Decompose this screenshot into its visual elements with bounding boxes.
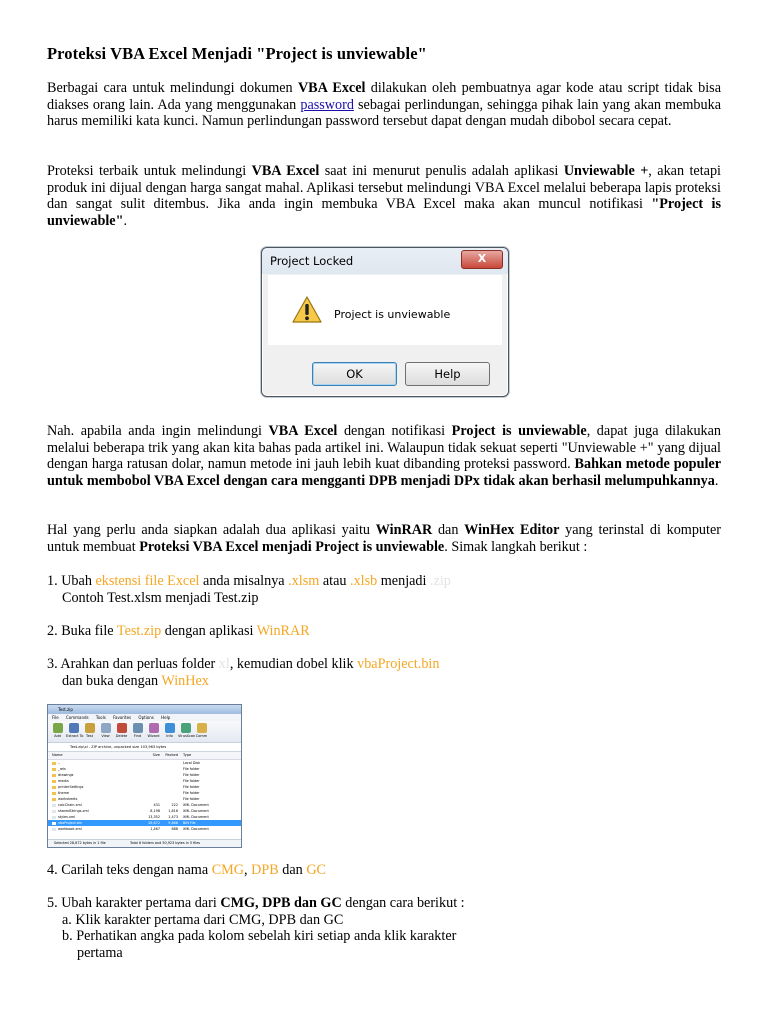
bold-text: "Project is unviewable" — [47, 196, 722, 229]
row-type: XML Document — [183, 815, 209, 819]
xlsb-link[interactable]: .xlsb — [350, 573, 378, 589]
row-size: 431 — [153, 803, 160, 807]
tool-label: VirusScan — [178, 734, 196, 738]
intro-paragraph — [47, 80, 721, 130]
row-packed: 1,473 — [168, 815, 178, 819]
row-name: vbaProject.bin — [58, 821, 83, 825]
row-packed: 9,868 — [168, 821, 178, 825]
close-button[interactable]: X — [461, 250, 503, 269]
test-icon — [85, 723, 95, 733]
file-icon — [52, 828, 56, 831]
text: 5. Ubah karakter pertama dari — [47, 895, 221, 911]
step-1 — [47, 573, 721, 606]
gc-link[interactable]: GC — [306, 862, 327, 878]
row-packed: 688 — [171, 827, 178, 831]
virusscan-icon — [181, 723, 191, 733]
ok-button[interactable]: OK — [312, 362, 397, 386]
text: 2. Buka file — [47, 623, 117, 639]
menu-help[interactable]: Help — [161, 715, 171, 720]
winrar-toolbar — [48, 721, 241, 743]
bold-text: Unviewable + — [563, 163, 649, 179]
step-5 — [47, 895, 721, 961]
row-type: File folder — [183, 797, 200, 801]
text: , — [244, 862, 252, 878]
xl-link[interactable]: xl — [218, 656, 230, 672]
text: dengan cara berikut : — [341, 895, 465, 911]
bold-text: Project is unviewable — [451, 423, 587, 439]
text: dengan aplikasi — [161, 623, 257, 639]
file-icon — [52, 810, 56, 813]
menu-file[interactable]: File — [52, 715, 59, 720]
paragraph-2 — [47, 163, 721, 229]
dpb-link[interactable]: DPB — [251, 862, 279, 878]
row-type: BIN File — [183, 821, 196, 825]
tool-label: Wizard — [147, 734, 160, 738]
winhex-link[interactable]: WinHex — [161, 672, 209, 689]
bold-text: CMG, DPB dan GC — [220, 895, 342, 911]
tool-label: Comm — [195, 734, 208, 738]
tool-delete[interactable] — [114, 721, 129, 742]
text: . — [714, 472, 719, 489]
folder-icon — [52, 786, 56, 789]
status-left: Selected 28,672 bytes in 1 file — [54, 841, 106, 845]
step-5a: a. Klik karakter pertama dari CMG, DPB dan GC — [62, 911, 344, 928]
menu-favorites[interactable]: Favorites — [113, 715, 132, 720]
tool-label: Find — [133, 734, 142, 738]
row-name: media — [58, 779, 69, 783]
row-type: File folder — [183, 785, 200, 789]
col-packed[interactable]: Packed — [165, 753, 178, 757]
menu-tools[interactable]: Tools — [95, 715, 106, 720]
row-name: workbook.xml — [58, 827, 82, 831]
dialog-title: Project Locked — [270, 254, 354, 268]
xlsm-link[interactable]: .xlsm — [288, 573, 320, 589]
row-type: File folder — [183, 779, 200, 783]
tool-label: Delete — [115, 734, 128, 738]
step-3 — [47, 656, 721, 689]
text: dengan notifikasi — [337, 423, 452, 439]
tool-add[interactable] — [50, 721, 65, 742]
cmg-link[interactable]: CMG — [211, 862, 245, 878]
row-size: 8,198 — [150, 809, 160, 813]
delete-icon — [117, 723, 127, 733]
step-1-example: Contoh Test.xlsm menjadi Test.zip — [62, 589, 259, 606]
step-5b: b. Perhatikan angka pada kolom sebelah kiri setiap anda klik karakter — [62, 928, 457, 944]
table-row[interactable] — [48, 826, 241, 832]
row-type: XML Document — [183, 827, 209, 831]
wizard-icon — [149, 723, 159, 733]
text: dan — [432, 522, 465, 538]
text: yang terinstal di komputer untuk membuat — [47, 522, 721, 555]
folder-icon — [52, 798, 56, 801]
folder-icon — [52, 762, 56, 765]
view-icon — [101, 723, 111, 733]
winrar-screenshot — [47, 704, 242, 848]
step-5b-cont: pertama — [77, 944, 123, 961]
tool-virusscan[interactable] — [178, 721, 196, 742]
tool-view[interactable] — [98, 721, 113, 742]
text: 1. Ubah — [47, 573, 96, 589]
tool-wizard[interactable] — [146, 721, 161, 742]
warning-icon — [292, 296, 322, 324]
row-name: worksheets — [58, 797, 78, 801]
text: dan — [278, 862, 307, 878]
page-title: Proteksi VBA Excel Menjadi "Project is unviewable" — [47, 44, 427, 63]
bold-text: VBA Excel — [251, 163, 320, 179]
text: Nah. apabila anda ingin melindungi — [47, 423, 269, 439]
tool-info[interactable] — [162, 721, 177, 742]
step-5-line — [47, 895, 721, 912]
row-type: File folder — [183, 773, 200, 777]
text: . Simak langkah berikut : — [444, 538, 588, 555]
step-2 — [47, 623, 721, 640]
winrar-column-headers — [48, 752, 241, 760]
row-name: calcChain.xml — [58, 803, 82, 807]
tool-test[interactable] — [82, 721, 97, 742]
folder-icon — [52, 774, 56, 777]
text: 4. Carilah teks dengan nama — [47, 862, 212, 878]
tool-comment[interactable] — [194, 721, 209, 742]
step-4 — [47, 862, 721, 879]
winrar-titlebar: Test.zip — [48, 705, 241, 714]
dialog-message: Project is unviewable — [334, 308, 451, 321]
text: anda misalnya — [199, 573, 289, 589]
row-type: File folder — [183, 791, 200, 795]
project-locked-dialog — [261, 247, 509, 397]
comment-icon — [197, 723, 207, 733]
password-link[interactable]: password — [300, 96, 354, 113]
text: dilakukan oleh pembuatnya agar kode atau script tidak bisa diakses orang lain. Ada yang menggunakan — [47, 80, 722, 113]
vbaproject-link[interactable]: vbaProject.bin — [357, 656, 440, 672]
winrar-menu — [48, 714, 241, 721]
status-right: Total 6 folders and 50,923 bytes in 5 files — [130, 841, 201, 845]
text: Hal yang perlu anda siapkan adalah dua aplikasi yaitu — [47, 522, 376, 538]
tool-label: Info — [166, 734, 173, 738]
tool-label: View — [101, 734, 110, 738]
text: Proteksi terbaik untuk melindungi — [47, 163, 252, 179]
tool-extract[interactable] — [66, 721, 84, 742]
winrar-path[interactable]: Test.zip\xl - ZIP archive, unpacked size 103,963 bytes — [48, 743, 241, 752]
text: atau — [319, 573, 351, 589]
row-packed: 1,816 — [168, 809, 178, 813]
text: Berbagai cara untuk melindungi dokumen — [47, 80, 298, 96]
folder-icon — [52, 792, 56, 795]
bold-text: Bahkan metode populer untuk membobol VBA Excel dengan cara mengganti DPB menjadi DPx tidak akan berhasil melumpuhkannya — [47, 456, 721, 489]
bold-text: WinHex Editor — [464, 522, 560, 538]
add-icon — [53, 723, 63, 733]
find-icon — [133, 723, 143, 733]
menu-options[interactable]: Options — [138, 715, 154, 720]
paragraph-3 — [47, 423, 721, 489]
zip-link[interactable]: .zip — [430, 573, 451, 589]
row-size: 28,672 — [148, 821, 160, 825]
help-button[interactable]: Help — [405, 362, 490, 386]
bold-text: VBA Excel — [268, 423, 338, 439]
step-1-line — [47, 573, 721, 590]
dialog-titlebar — [262, 248, 508, 274]
folder-icon — [52, 768, 56, 771]
tool-label: Extract To — [66, 734, 84, 738]
text: , kemudian dobel klik — [229, 656, 358, 672]
file-icon — [52, 822, 56, 825]
bold-text: WinRAR — [375, 522, 433, 538]
row-size: 1,467 — [150, 827, 160, 831]
col-name[interactable]: Name — [52, 753, 63, 757]
row-name: sharedStrings.xml — [58, 809, 89, 813]
bold-text: Proteksi VBA Excel menjadi Project is unviewable — [139, 538, 445, 555]
text: sebagai perlindungan, sehingga pihak lain yang akan membuka harus memiliki kata kunci. Namun perlindungan password tersebut dapat dengan mudah dibobol secara cepat. — [47, 96, 721, 129]
tool-label: Test — [86, 734, 93, 738]
tool-find[interactable] — [130, 721, 145, 742]
row-name: styles.xml — [58, 815, 76, 819]
row-name: theme — [58, 791, 69, 795]
winrar-statusbar — [48, 839, 241, 847]
row-type: File folder — [183, 767, 200, 771]
folder-icon — [52, 780, 56, 783]
info-icon — [165, 723, 175, 733]
row-name: printerSettings — [58, 785, 84, 789]
row-type: XML Document — [183, 803, 209, 807]
bold-text: VBA Excel — [297, 80, 366, 96]
text: , akan tetapi produk ini dijual dengan harga sangat mahal. Aplikasi tersebut melindungi VBA Excel melalui beberapa lapis proteksi dan sangat sulit ditembus. Jika anda ingin membuka VBA Excel maka akan muncul notifikasi — [47, 163, 721, 212]
extract-icon — [69, 723, 79, 733]
text: , dapat juga dilakukan melalui beberapa trik yang akan kita bahas pada artikel ini. Walaupun tidak sekuat seperti "Unviewable +" yang dijual dengan harga ratusan dolar, namun metode ini jauh lebih kuat dibanding proteksi password. — [47, 423, 722, 472]
test-zip-link[interactable]: Test.zip — [116, 623, 162, 639]
file-icon — [52, 804, 56, 807]
step-3-line — [47, 656, 721, 673]
paragraph-4 — [47, 522, 721, 555]
row-name: _rels — [58, 767, 66, 771]
text: dan buka dengan — [62, 672, 162, 689]
winrar-link[interactable]: WinRAR — [256, 623, 310, 639]
col-type[interactable]: Type — [183, 753, 192, 757]
tool-label: Add — [54, 734, 61, 738]
text: . — [123, 212, 128, 229]
row-type: XML Document — [183, 809, 209, 813]
text: menjadi — [377, 573, 431, 589]
row-name: .. — [58, 761, 61, 765]
row-packed: 222 — [171, 803, 178, 807]
row-name: drawings — [58, 773, 74, 777]
text: saat ini menurut penulis adalah aplikasi — [319, 163, 564, 179]
step-3-line-2 — [47, 673, 721, 690]
ekstensi-link[interactable]: ekstensi file Excel — [95, 573, 200, 589]
text: 3. Arahkan dan perluas folder — [47, 656, 219, 672]
dialog-body — [268, 275, 502, 345]
row-type: Local Disk — [183, 761, 201, 765]
menu-commands[interactable]: Commands — [65, 715, 89, 720]
col-size[interactable]: Size — [152, 753, 160, 757]
row-size: 13,352 — [148, 815, 160, 819]
file-icon — [52, 816, 56, 819]
